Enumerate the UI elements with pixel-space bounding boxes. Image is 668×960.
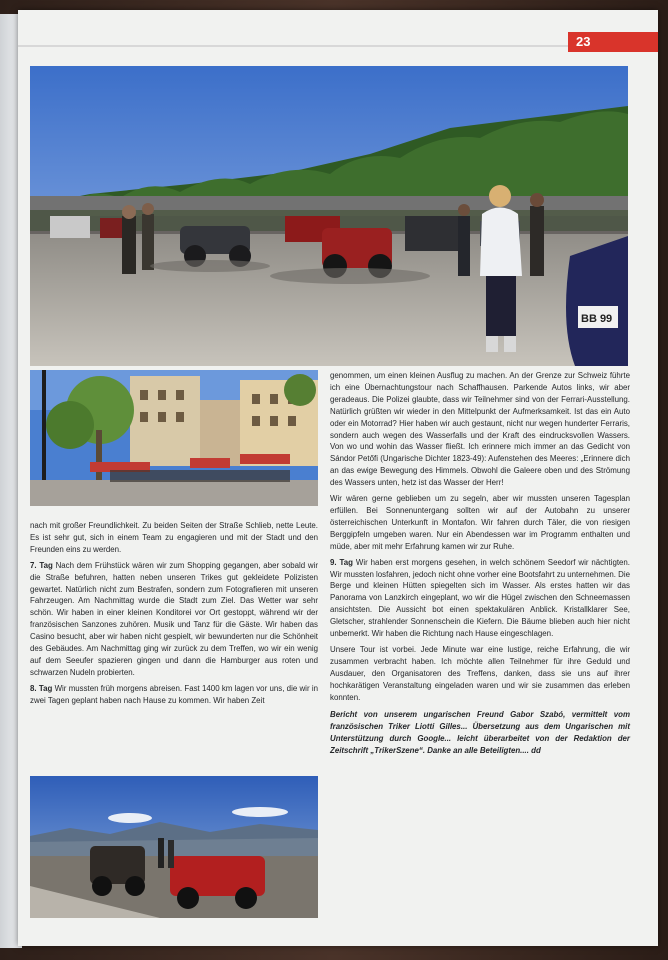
text-column-left — [30, 520, 318, 711]
day-8-body: Wir mussten früh morgens abreisen. Fast 1400 km lagen vor uns, die wir in zwei Tagen geplant haben nach Hause zu kommen. Wir haben Zeit — [30, 683, 318, 705]
text-column-right — [330, 370, 630, 761]
author-credit: Bericht von unserem ungarischen Freund Gabor Szabó, vermittelt vom französischen Triker Liotti Gilles... Übersetzung aus dem Ungarischen mit Unterstützung durch Google... leicht überarbeitet von der Redaktion der Zeitschrift „TrikerSzene“. Danke an alle Beteiligten.... dd — [330, 710, 630, 756]
photo-mountain-view — [30, 776, 318, 918]
license-plate-text: BB 99 — [581, 313, 613, 325]
paragraph-closing: Unsere Tour ist vorbei. Jede Minute war eine lustige, reiche Erfahrung, die wir zusammen verbracht haben. Ich möchte allen Teilnehmer für ihre Geduld und Ausdauer, den Organisatoren des Treffens, danken, dass sie uns auf ihrer hochkarätigen Veranstaltung eingeladen waren und wir sie zusammen das erleben konnten. — [330, 644, 630, 702]
day-7-heading: 7. Tag — [30, 560, 53, 570]
header-rule — [18, 45, 578, 47]
day-7-body: Nach dem Frühstück wären wir zum Shopping gegangen, aber sobald wir die Straße befuhren, hatten neben unseren Trikes gut gekleidete Polizisten gewartet. Natürlich nicht zum Bestrafen, sondern zum Fotografieren mit unseren Fahrzeugen. Am Nachmittag wurde die Stadt zum Ziel. Das Wetter war sehr schön. Wir haben in einer kleinen Konditorei vor Ort gestoppt, während wir der französischen Sanzones zuhören. Musik und Tanz für die Gäste. Wir haben das Casino besucht, aber wir haben nicht gespielt, wir bewunderten nur die Schönheit des Gebäudes. Am Nachmittag ging wir zurück zu dem Treffen, wo wir ein wenig auf dem Seeufer spazieren gingen und dann die Hamburger aus roten und schwarzen Nudeln probierten. — [30, 560, 318, 677]
paragraph-intro-left: nach mit großer Freundlichkeit. Zu beiden Seiten der Straße Schlieb, nette Leute. Es ist sehr gut, sich in einem Team zu engagieren und mit der Stadt und den Freunden eins zu werden. — [30, 521, 318, 554]
magazine-page — [18, 10, 658, 946]
paragraph-day-8 — [30, 683, 318, 707]
paragraph-waterfall: genommen, um einen kleinen Ausflug zu machen. An der Grenze zur Schweiz führte ich eine Übernachtungstour nach Schaffhausen. Parkende Autos links, wir aber geradeaus. Die Polizei glaubte, dass wir Teilnehmer sind von der Ferrari-Ausstellung. Natürlich grüßten wir wieder in den Mittelpunkt der Aufmerksamkeit. Ist das ein Auto oder ein Motorrad? Hier haben wir auch gestaunt, nicht nur wegen hunderter Ferraris, sondern auch wegen des Wasserfalls und der Kraft des eindrucksvollen Wassers. Von wo und wohin das Wasser fließt. Ich erinnere mich immer an das Gedicht von Sándor Petőfi (Ungarische Dichter 1823-49): Aufenstehen des Meeres: „Erinnere dich an das ewige Bewegung des Himmels. Obwohl die Galeere oben und des Strömung des Wassers unten, hetz ist das Wasser der Herr! — [330, 371, 630, 488]
paragraph-montafon: Wir wären gerne geblieben um zu segeln, aber wir mussten unseren Tagesplan erfüllen. Bei Sonnenuntergang sollten wir auf der Autobahn zu unserer österreichischen Unterkunft in Montafon. Wir fahren durch Täler, die von riesigen Berggipfeln umgeben waren. Nur ein Abendessen war im Programm enthalten und müde, aber mit mehr Erfahrung kamen wir zur Ruhe. — [330, 494, 630, 551]
paragraph-day-9 — [330, 557, 630, 640]
page-number-badge: 23 — [568, 32, 658, 52]
paragraph-day-7 — [30, 560, 318, 679]
photo-town-street — [30, 370, 318, 506]
day-8-heading: 8. Tag — [30, 683, 53, 693]
photo-trike-meeting — [30, 66, 628, 366]
day-9-heading: 9. Tag — [330, 557, 353, 567]
day-9-body: Wir haben erst morgens gesehen, in welch schönem Seedorf wir nächtigten. Wir mussten losfahren, jedoch nicht ohne vorher eine Bootsfahrt zu unternehmen. Die Berge und kleinen Hütten spiegelten sich im Wasser. Als erstes hatten wir das Panorama von Lanzkirch eingeplant, wo wir die Hügel zwischen den Schneemassen ansichtsten. Die Aussicht bot einen spektakulären Anblick. Kristallklarer See, Gletscher, strahlender Sonnenschein die Kiefern. Die Bäume blieben auch hier nicht unbemerkt. Wir haben die Richtung nach Hause eingeschlagen. — [330, 557, 631, 639]
